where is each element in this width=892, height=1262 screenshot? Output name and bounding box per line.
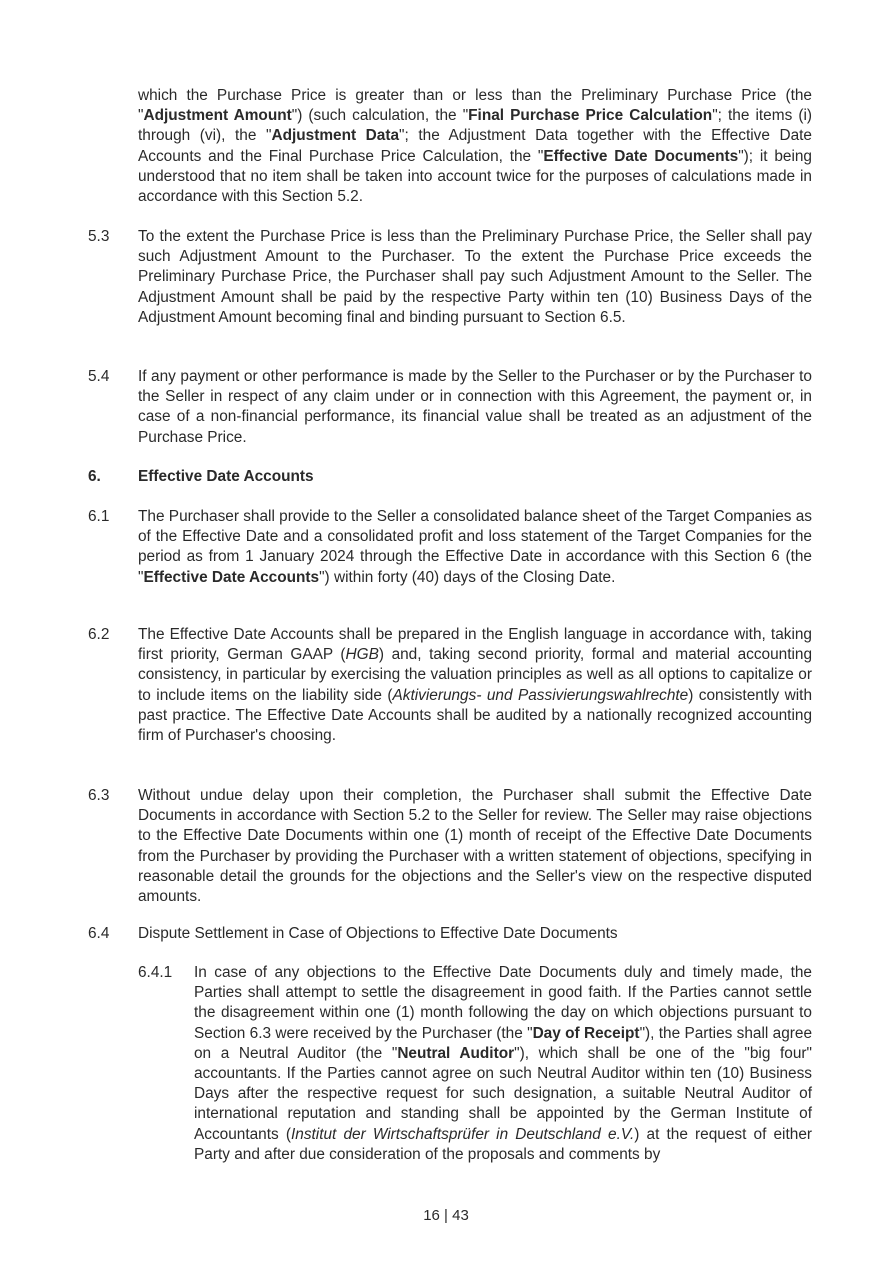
text-run: "; the Adjustment Data together with the Effective Date Accounts and the Final Purchase Price Calculation, the " [138, 127, 812, 165]
defined-term-adjustment-data: Adjustment Data [271, 127, 400, 145]
text-run: "); it being understood that no item shall be taken into account twice for the purposes of calculations made in accordance with this Section 5.2. [138, 147, 812, 206]
italic-term-wahlrechte: Aktivierungs- und Passivierungswahlrechte [392, 686, 689, 704]
section-6-4-1-text [194, 963, 812, 1165]
defined-term-adjustment-amount: Adjustment Amount [143, 107, 292, 125]
section-6-2-text [138, 625, 812, 746]
section-5-4-text: If any payment or other performance is made by the Seller to the Purchaser or by the Purchaser to the Seller in respect of any claim under or in connection with this Agreement, the payment or, in case of a non-financial performance, its financial value shall be treated as an adjustment of the Purchase Price. [138, 368, 812, 446]
defined-term-neutral-auditor: Neutral Auditor [397, 1044, 515, 1062]
text-run: "), which shall be one of the "big four" accountants. If the Parties cannot agree on such Neutral Auditor within ten (10) Business Days after the respective request for such designation, a suitable Neutral Auditor of international reputation and standing shall be appointed by the German Institute of Accountants ( [194, 1044, 812, 1143]
text-run: ) and, taking second priority, formal and material accounting consistency, in particular by exercising the valuation principles as well as all options to capitalize or to include items on the liability side ( [138, 646, 813, 704]
text-run: "), the Parties shall agree on a Neutral Auditor (the " [194, 1024, 812, 1062]
text-run: ") within forty (40) days of the Closing Date. [319, 568, 616, 586]
section-number-6-4-1: 6.4.1 [138, 964, 173, 981]
italic-term-institut: Institut der Wirtschaftsprüfer in Deutschland e.V. [290, 1125, 635, 1143]
section-number-6-1: 6.1 [88, 508, 110, 525]
defined-term-effective-date-documents: Effective Date Documents [543, 147, 739, 165]
italic-term-hgb: HGB [345, 646, 379, 664]
text-run: which the Purchase Price is greater than or less than the Preliminary Purchase Price (the " [138, 87, 812, 125]
section-5-3-text: To the extent the Purchase Price is less than the Preliminary Purchase Price, the Seller shall pay such Adjustment Amount to the Purchaser. To the extent the Purchase Price exceeds the Preliminary Purchase Price, the Purchaser shall pay such Adjustment Amount to the Seller. The Adjustment Amount shall be paid by the respective Party within ten (10) Business Days of the Adjustment Amount becoming final and binding pursuant to Section 6.5. [138, 228, 812, 326]
section-6-1-text [138, 507, 812, 588]
text-run: "; the items (i) through (vi), the " [138, 107, 813, 145]
section-6-4-title: Dispute Settlement in Case of Objections to Effective Date Documents [138, 925, 618, 942]
section-number-5-3: 5.3 [88, 228, 110, 245]
defined-term-day-of-receipt: Day of Receipt [532, 1024, 640, 1042]
defined-term-final-purchase-price-calculation: Final Purchase Price Calculation [468, 107, 713, 125]
section-6-heading: Effective Date Accounts [138, 468, 314, 485]
section-number-6-4: 6.4 [88, 925, 110, 942]
text-run: ) at the request of either Party and after due consideration of the proposals and comments by [194, 1125, 813, 1163]
section-6-3-text: Without undue delay upon their completion, the Purchaser shall submit the Effective Date Documents in accordance with Section 5.2 to the Seller for review. The Seller may raise objections to the Effective Date Documents within one (1) month of receipt of the Effective Date Documents from the Purchaser by providing the Purchaser with a written statement of objections, specifying in reasonable detail the grounds for the objections and the Seller's view on the respective disputed amounts. [138, 787, 812, 906]
section-number-5-4: 5.4 [88, 368, 110, 385]
text-run: ) consistently with past practice. The Effective Date Accounts shall be audited by a nationally recognized accounting firm of Purchaser's choosing. [138, 686, 813, 745]
text-run: The Purchaser shall provide to the Seller a consolidated balance sheet of the Target Companies as of the Effective Date and a consolidated profit and loss statement of the Target Companies for the period as from 1 January 2024 through the Effective Date in accordance with this Section 6 (the " [138, 508, 812, 586]
defined-term-effective-date-accounts: Effective Date Accounts [143, 568, 320, 586]
text-run: In case of any objections to the Effective Date Documents duly and timely made, the Parties shall attempt to settle the disagreement in good faith. If the Parties cannot settle the disagreement within one (1) month following the day on which objections pursuant to Section 6.3 were received by the Purchaser (the " [194, 964, 812, 1042]
section-number-6: 6. [88, 468, 101, 485]
section-number-6-3: 6.3 [88, 787, 110, 804]
page-number: 16 | 43 [423, 1207, 469, 1224]
paragraph-5-2-continuation [138, 86, 812, 207]
text-run: The Effective Date Accounts shall be prepared in the English language in accordance with, taking first priority, German GAAP ( [138, 626, 812, 664]
text-run: ") (such calculation, the " [291, 107, 469, 125]
section-number-6-2: 6.2 [88, 626, 110, 643]
